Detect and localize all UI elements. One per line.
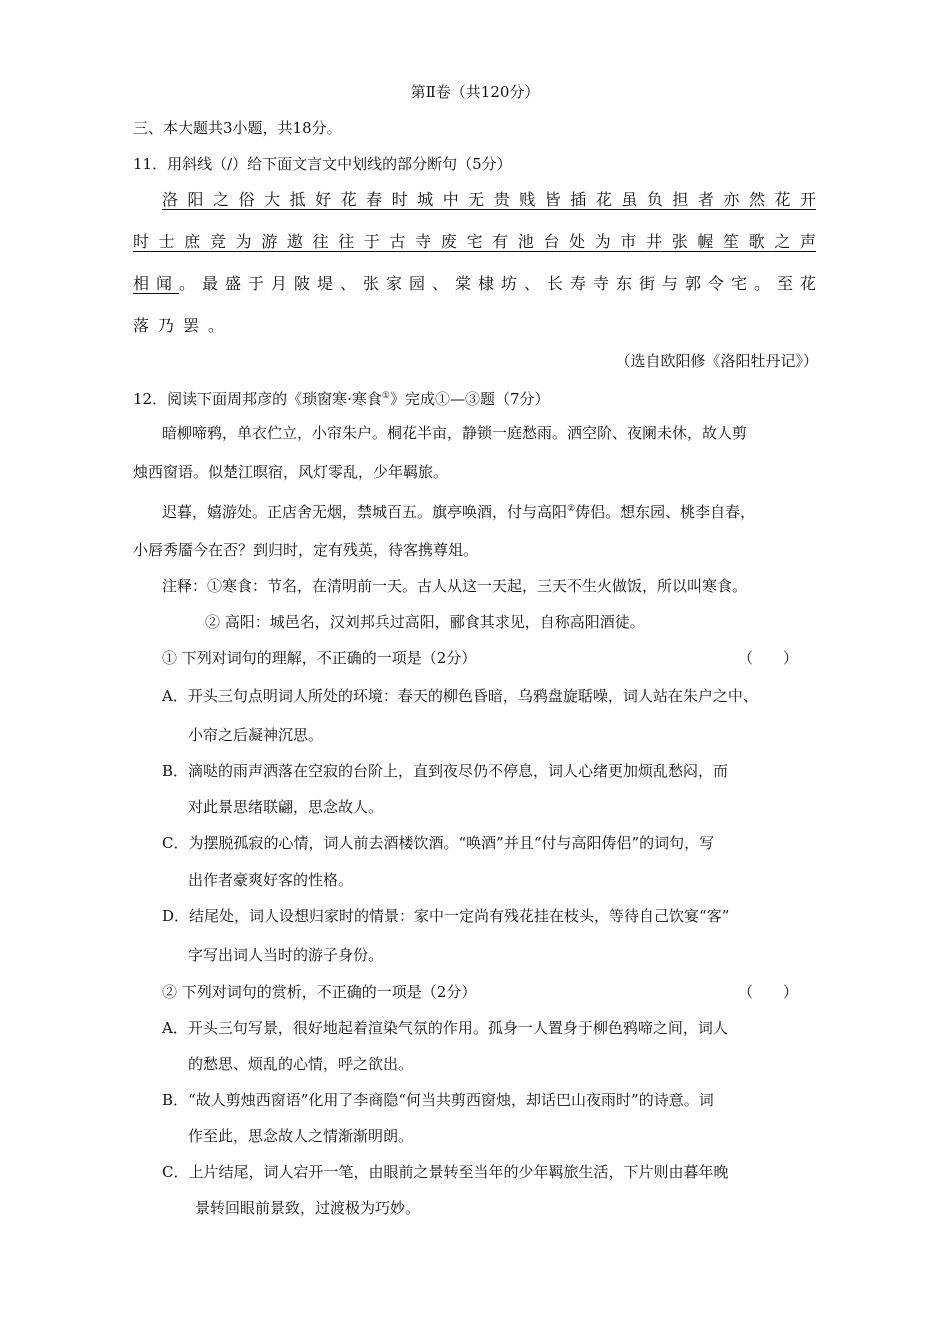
sub1-option-c-line2: 出作者豪爽好客的性格。	[188, 871, 354, 889]
q11-passage-line3	[133, 273, 816, 295]
q12-stem-post: 》完成①—③题（7分）	[389, 390, 550, 408]
sub2-option-b-line2: 作至此，思念故人之情渐渐明朗。	[188, 1127, 414, 1145]
sub1-option-d-line1: D．结尾处，词人设想归家时的情景：家中一定尚有残花挂在枝头，等待自己饮宴“客”	[162, 907, 730, 925]
poem2-line1	[162, 498, 755, 523]
sub2-option-c-line1: C．上片结尾，词人宕开一笔，由眼前之景转至当年的少年羁旅生活，下片则由暮年晚	[162, 1163, 729, 1181]
poem2-line1-post: 俦侣。想东园、桃李自春，	[575, 503, 756, 521]
sub2-answer-bracket: （ ）	[738, 983, 799, 1001]
poem1-line1: 暗柳啼鸦，单衣伫立，小帘朱户。桐花半亩，静锁一庭愁雨。洒空阶、夜阑未休，故人剪	[162, 424, 748, 442]
q11-passage-line1: 洛阳之俗大抵好花春时城中无贵贱皆插花虽负担者亦然花开	[162, 190, 816, 209]
q12-stem-sup: ①	[381, 391, 390, 401]
sub1-option-a-line1: A．开头三句点明词人所处的环境：春天的柳色昏暗，乌鸦盘旋聒噪，词人站在朱户之中、	[162, 687, 758, 705]
poem2-line2: 小唇秀靥今在否？到归时，定有残英，待客携尊俎。	[133, 541, 479, 559]
sub1-option-b-line2: 对此景思绪联翩，思念故人。	[188, 798, 384, 816]
section-title: 第Ⅱ卷（共120分）	[410, 83, 540, 101]
sub1-answer-bracket: （ ）	[738, 649, 799, 667]
sub1-option-a-line2: 小帘之后凝神沉思。	[188, 726, 324, 744]
part-header: 三、本大题共3小题，共18分。	[133, 119, 342, 137]
q12-stem-pre: 12．阅读下面周邦彦的《琐窗寒·寒食	[133, 390, 382, 408]
q11-passage-line4: 落乃罢。	[133, 316, 234, 335]
sub2-option-b-line1: B．“故人剪烛西窗语”化用了李商隐“何当共剪西窗烛，却话巴山夜雨时”的诗意。词	[162, 1091, 714, 1109]
q11-source: （选自欧阳修《洛阳牡丹记》）	[615, 352, 818, 370]
sub2-option-a-line1: A．开头三句写景，很好地起着渲染气氛的作用。孤身一人置身于柳色鸦啼之间，词人	[162, 1019, 728, 1037]
poem2-sup: ②	[567, 504, 576, 514]
q11-underlined-tail: 相闻	[133, 274, 179, 293]
poem2-line1-pre: 迟暮，嬉游处。正店舍无烟，禁城百五。旗亭唤酒，付与高阳	[162, 503, 568, 521]
q11-line3-rest: 。最盛于月陂堤、张家园、棠棣坊、长寿寺东街与郭令宅。至花	[179, 274, 816, 293]
sub1-question: ① 下列对词句的理解，不正确的一项是（2分）	[162, 649, 477, 667]
poem1-line2: 烛西窗语。似楚江暝宿，风灯零乱，少年羁旅。	[133, 463, 449, 481]
sub1-option-b-line1: B．滴哒的雨声洒落在空寂的台阶上，直到夜尽仍不停息，词人心绪更加烦乱愁闷，而	[162, 762, 729, 780]
note-2: ② 高阳：城邑名，汉刘邦兵过高阳，郦食其求见，自称高阳酒徒。	[205, 613, 645, 631]
sub2-question: ② 下列对词句的赏析，不正确的一项是（2分）	[162, 983, 477, 1001]
sub1-option-c-line1: C．为摆脱孤寂的心情，词人前去酒楼饮酒。“唤酒”并且“付与高阳俦侣”的词句，写	[162, 834, 715, 852]
sub2-option-a-line2: 的愁思、烦乱的心情，呼之欲出。	[188, 1055, 414, 1073]
sub1-option-d-line2: 字写出词人当时的游子身份。	[188, 946, 384, 964]
sub2-option-c-line2: 景转回眼前景致，过渡极为巧妙。	[195, 1199, 421, 1217]
q12-stem	[133, 385, 549, 410]
q11-stem: 11．用斜线（/）给下面文言文中划线的部分断句（5分）	[133, 155, 512, 173]
note-1: 注释：①寒食：节名，在清明前一天。古人从这一天起，三天不生火做饭，所以叫寒食。	[162, 577, 748, 595]
q11-passage-line2: 时士庶竞为游遨往往于古寺废宅有池台处为市井张幄笙歌之声	[133, 232, 816, 251]
